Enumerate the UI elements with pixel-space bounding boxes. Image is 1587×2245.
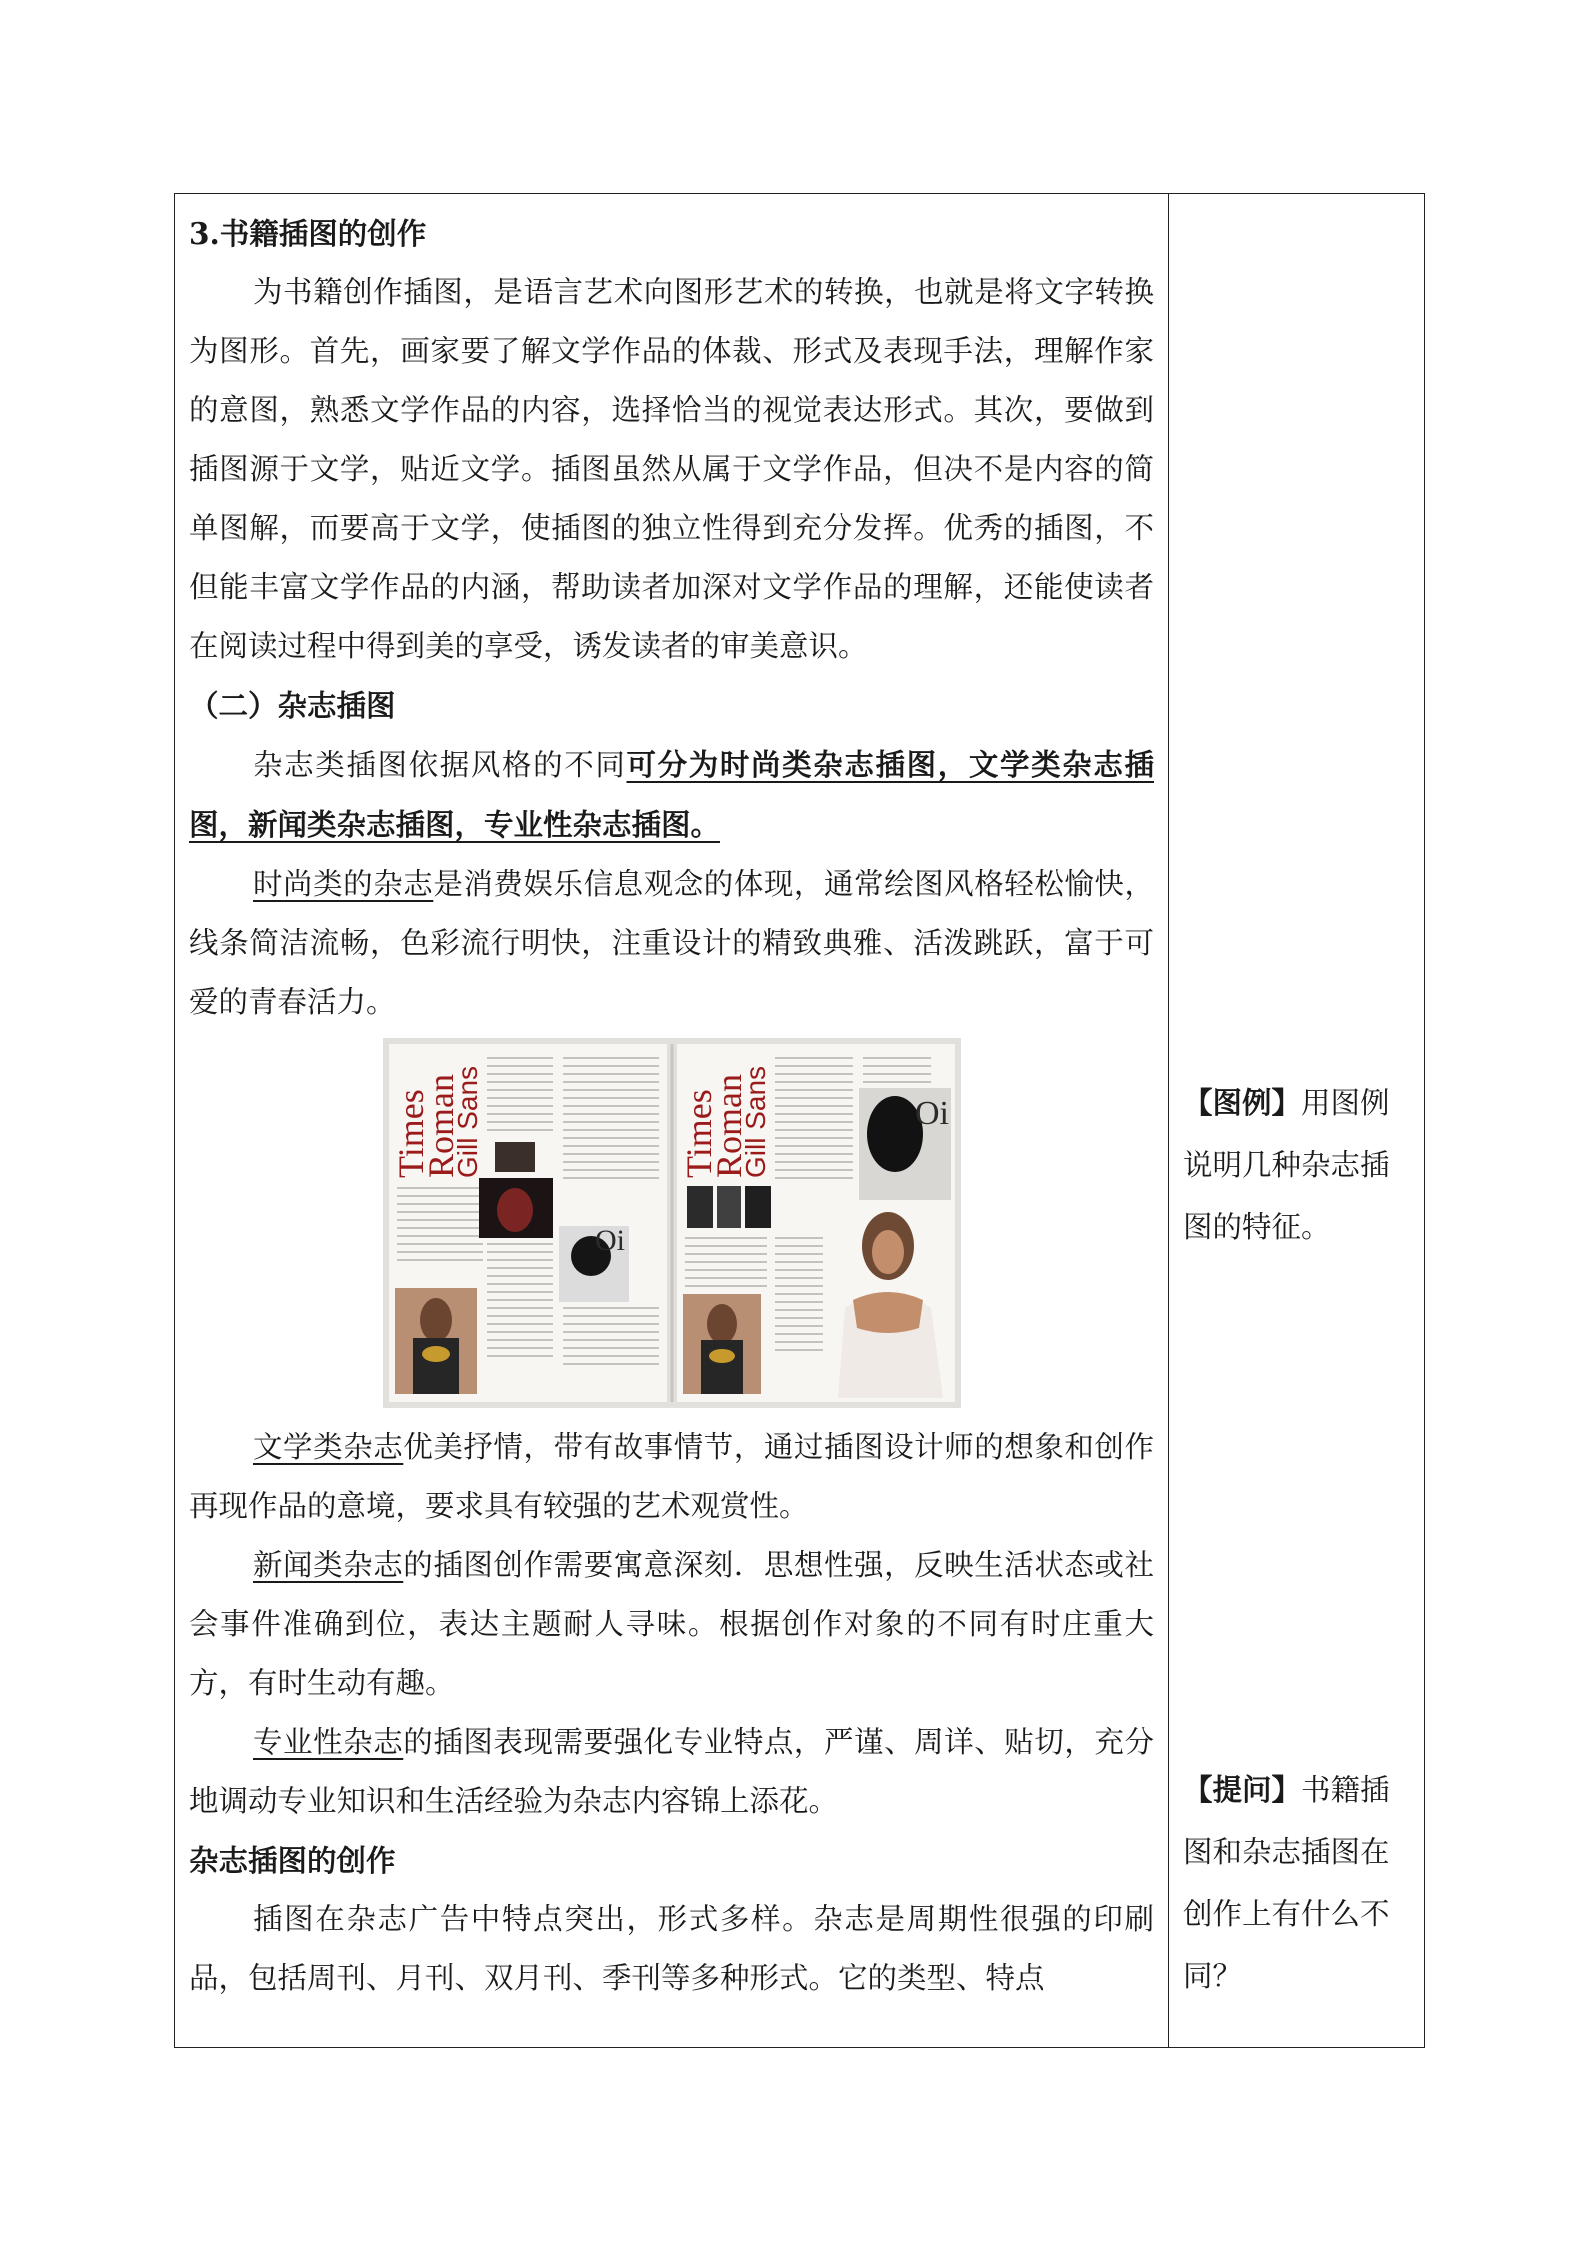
side-note-figure-tag: 【图例】 — [1183, 1085, 1302, 1120]
intro-emphasis: 可分为时尚类杂志插图，文学类杂志插图，新闻类杂志插图，专业性杂志插图。 — [189, 747, 1154, 842]
magazine-heading: （二）杂志插图 — [189, 688, 396, 723]
news-term: 新闻类杂志 — [253, 1548, 404, 1582]
side-note-figure — [1183, 1072, 1412, 1258]
section-paragraph: 为书籍创作插图，是语言艺术向图形艺术的转换，也就是将文字转换为图形。首先，画家要了解文学作品的体裁、形式及表现手法，理解作家的意图，熟悉文学作品的内容，选择恰当的视觉表达形式。其次，要做到插图源于文学，贴近文学。插图虽然从属于文学作品，但决不是内容的简单图解，而要高于文学，使插图的独立性得到充分发挥。优秀的插图，不但能丰富文学作品的内涵，帮助读者加深对文学作品的理解，还能使读者在阅读过程中得到美的享受，诱发读者的审美意识。 — [189, 275, 1154, 663]
magazine-intro — [189, 735, 1154, 855]
news-text: 的插图创作需要寓意深刻．思想性强，反映生活状态或社会事件准确到位，表达主题耐人寻味。根据创作对象的不同有时庄重大方，有时生动有趣。 — [189, 1548, 1154, 1700]
literary-term: 文学类杂志 — [253, 1430, 404, 1464]
magazine-figure — [189, 1038, 1154, 1408]
side-note-question — [1183, 1759, 1412, 2007]
pro-term: 专业性杂志 — [253, 1725, 404, 1759]
side-notes-cell — [1169, 194, 1425, 2048]
left-word-1: Times — [390, 1089, 431, 1178]
news-paragraph — [189, 1536, 1154, 1713]
right-cover-text: Oi — [914, 1095, 949, 1132]
left-word-3: Gill Sans — [451, 1065, 483, 1178]
literary-paragraph — [189, 1418, 1154, 1536]
magazine-spread-image — [383, 1038, 961, 1408]
creation-heading: 杂志插图的创作 — [189, 1843, 396, 1878]
fashion-paragraph — [189, 855, 1154, 1032]
side-note-figure-text: 用图例说明几种杂志插图的特征。 — [1183, 1086, 1390, 1244]
left-word-2: Roman — [420, 1074, 461, 1178]
right-word-3: Gill Sans — [739, 1065, 771, 1178]
lesson-table — [174, 193, 1425, 2048]
left-cover-text: Oi — [594, 1224, 625, 1257]
pro-text: 的插图表现需要强化专业特点，严谨、周详、贴切，充分地调动专业知识和生活经验为杂志内容锦上添花。 — [189, 1725, 1154, 1818]
creation-paragraph: 插图在杂志广告中特点突出，形式多样。杂志是周期性很强的印刷品，包括周刊、月刊、双月刊、季刊等多种形式。它的类型、特点 — [189, 1902, 1154, 1995]
right-word-2: Roman — [708, 1074, 749, 1178]
main-content-cell — [175, 194, 1169, 2048]
pro-paragraph — [189, 1713, 1154, 1831]
side-note-question-tag: 【提问】 — [1183, 1772, 1302, 1807]
section-heading: 3.书籍插图的创作 — [189, 216, 427, 251]
side-note-question-text: 书籍插图和杂志插图在创作上有什么不同？ — [1183, 1773, 1390, 1993]
literary-text: 优美抒情，带有故事情节，通过插图设计师的想象和创作再现作品的意境，要求具有较强的艺术观赏性。 — [189, 1430, 1154, 1523]
right-word-1: Times — [678, 1089, 719, 1178]
intro-plain: 杂志类插图依据风格的不同 — [253, 748, 627, 782]
fashion-term: 时尚类的杂志 — [253, 867, 434, 901]
fashion-text: 是消费娱乐信息观念的体现，通常绘图风格轻松愉快，线条简洁流畅，色彩流行明快，注重设计的精致典雅、活泼跳跃，富于可爱的青春活力。 — [189, 867, 1154, 1019]
